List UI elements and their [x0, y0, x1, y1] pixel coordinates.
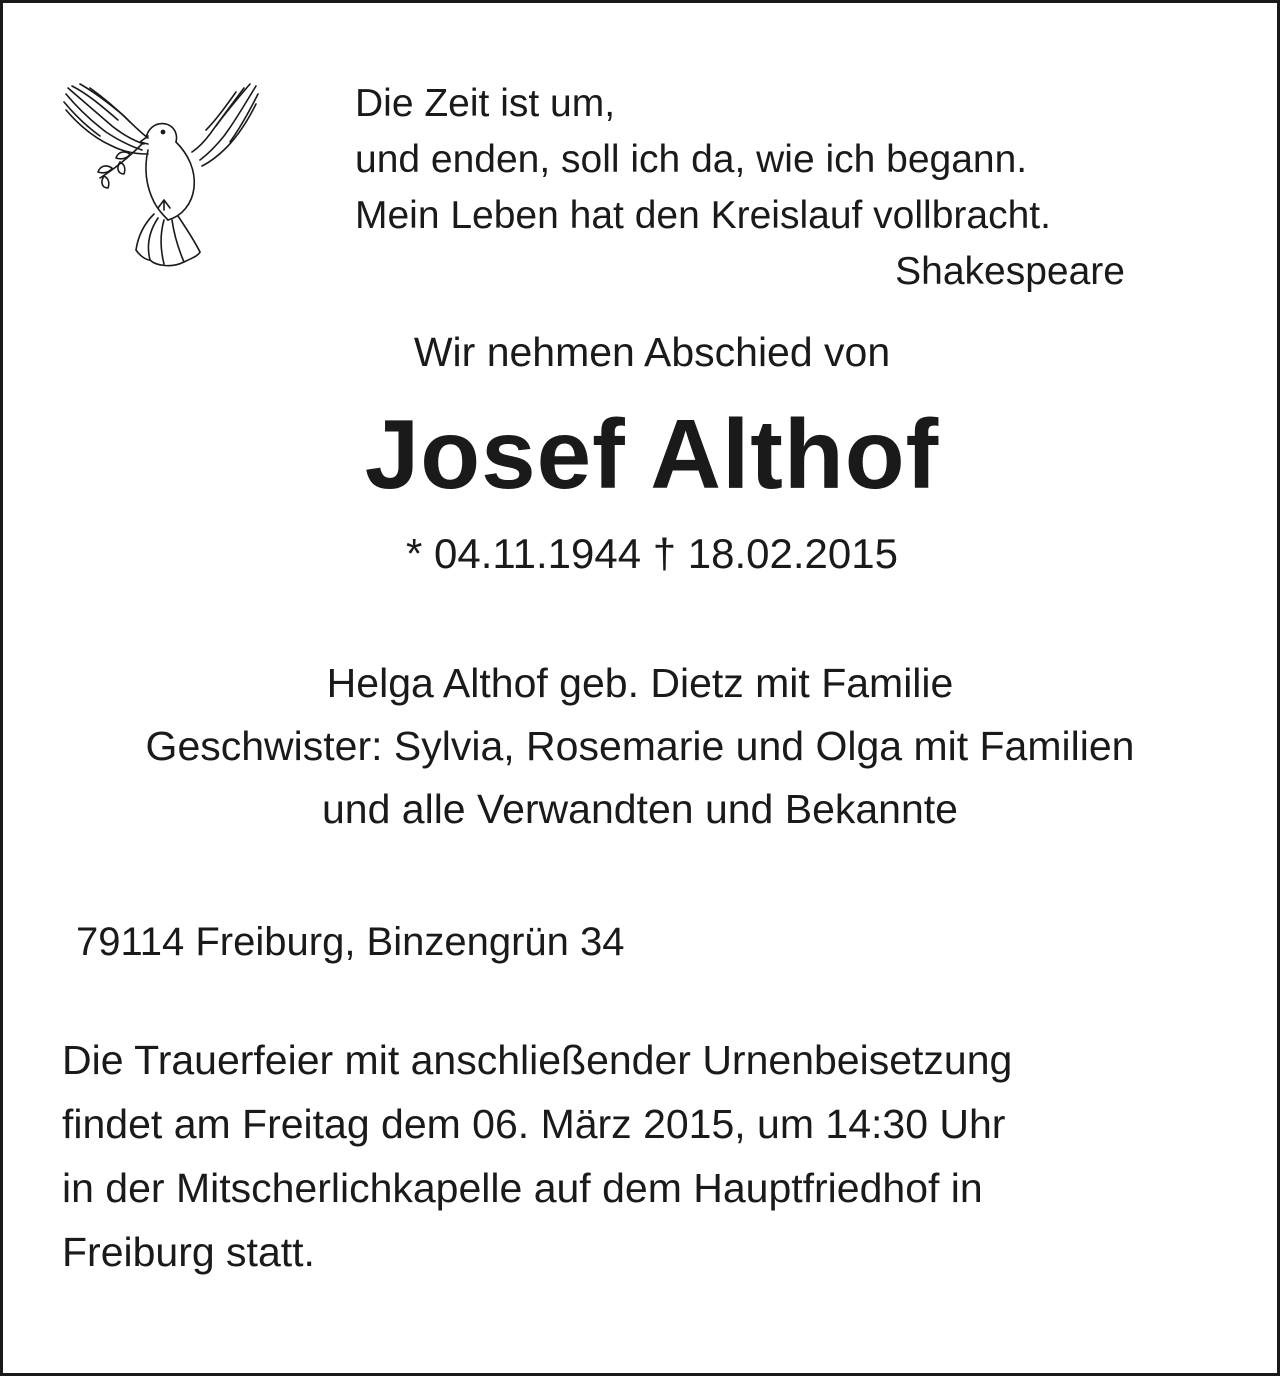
- ceremony-line: Die Trauerfeier mit anschließender Urnenbeisetzung: [62, 1037, 1013, 1083]
- quote-line: und enden, soll ich da, wie ich begann.: [355, 138, 1028, 181]
- mourner-line: Geschwister: Sylvia, Rosemarie und Olga mit Familien: [145, 723, 1135, 769]
- ceremony-line: in der Mitscherlichkapelle auf dem Hauptfriedhof in: [62, 1165, 983, 1211]
- deceased-name: Josef Althof: [364, 399, 940, 509]
- mourner-line: Helga Althof geb. Dietz mit Familie: [326, 660, 954, 706]
- ceremony-line: findet am Freitag dem 06. März 2015, um 14:30 Uhr: [62, 1101, 1006, 1147]
- life-dates: * 04.11.1944 † 18.02.2015: [405, 530, 898, 577]
- quote-line: Die Zeit ist um,: [355, 82, 616, 125]
- ceremony-info: [62, 1028, 1222, 1284]
- quote-line: Mein Leben hat den Kreislauf vollbracht.: [355, 194, 1051, 237]
- quote-block: [355, 76, 1135, 300]
- mourner-line: und alle Verwandten und Bekannte: [321, 786, 958, 832]
- address: 79114 Freiburg, Binzengrün 34: [76, 920, 625, 964]
- mourners-list: [0, 652, 1280, 841]
- ceremony-line: Freiburg statt.: [62, 1229, 315, 1275]
- dove-icon: [60, 80, 265, 275]
- farewell-intro: Wir nehmen Abschied von: [413, 329, 891, 375]
- quote-author: Shakespeare: [895, 250, 1125, 293]
